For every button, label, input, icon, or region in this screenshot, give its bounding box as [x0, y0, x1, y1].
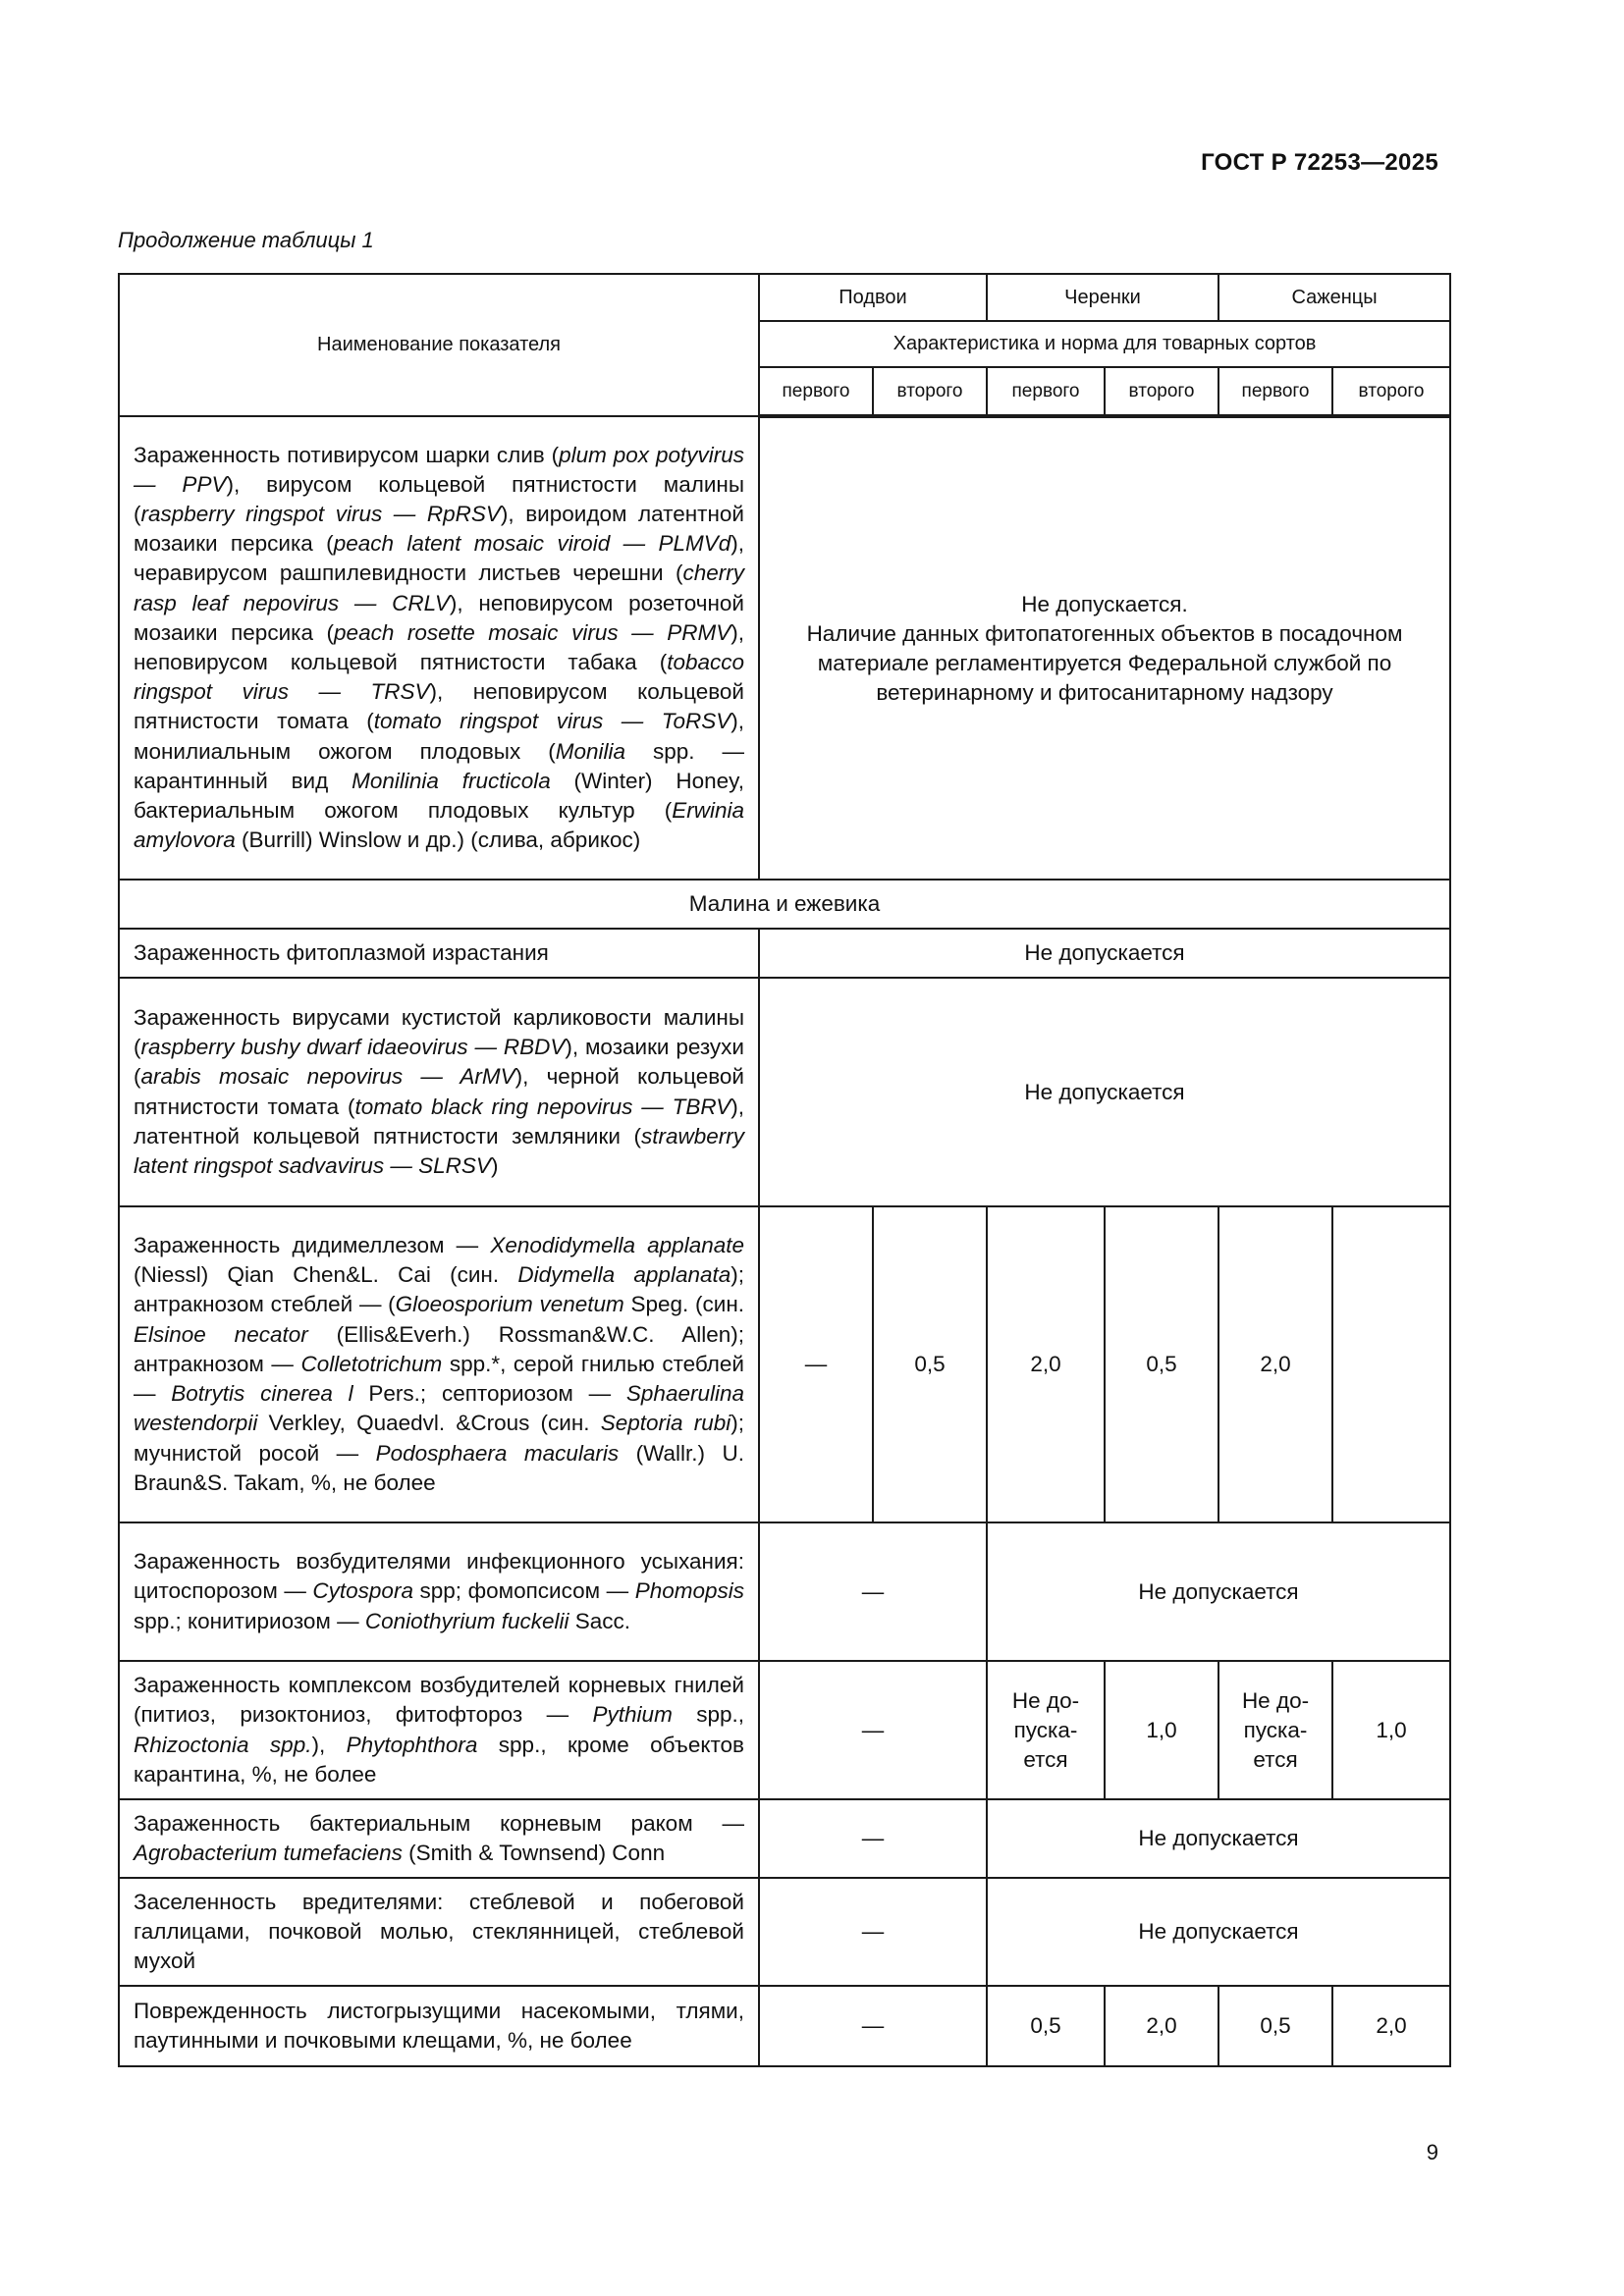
table-row: [119, 978, 1450, 1206]
table-caption: Продолжение таблицы 1: [118, 228, 374, 252]
latin-name: Cytospora: [312, 1578, 413, 1604]
latin-name: Monilinia fructicola: [352, 768, 551, 793]
latin-name: Gloeosporium venetum: [395, 1292, 624, 1317]
value-cell: 0,5: [1105, 1206, 1218, 1522]
norm-value: Не допускается: [759, 978, 1450, 1206]
latin-name: Xenodidymella applanate: [490, 1233, 745, 1258]
value-cell: Не до- пуска- ется: [1218, 1661, 1332, 1799]
header-sort: первого: [987, 367, 1105, 416]
table-row: [119, 1878, 1450, 1986]
latin-name: Agrobacterium tumefaciens: [134, 1841, 403, 1865]
value-cell: —: [759, 1206, 873, 1522]
indicator-name: Зараженность фитоплазмой израстания: [119, 929, 759, 978]
value-cell: 0,5: [873, 1206, 987, 1522]
latin-name: Monilia: [555, 738, 625, 764]
rootstock-value: —: [759, 1522, 987, 1661]
header-sort: первого: [1218, 367, 1332, 416]
value-cell: [1332, 1206, 1450, 1522]
indicator-name: Зараженность бактериальным корневым раком — Agrobacterium tumefaciens (Smith & Townsend) Conn: [119, 1799, 759, 1878]
header-sort: первого: [759, 367, 873, 416]
latin-name: Colletotrichum: [300, 1351, 443, 1376]
latin-name: Phytophthora: [346, 1732, 478, 1757]
latin-name: tobacco ringspot virus — TRSV: [134, 650, 744, 705]
latin-name: tomato ringspot virus — ToRSV: [373, 709, 731, 734]
section-row: [119, 880, 1450, 929]
norm-value: [759, 416, 1450, 880]
norm-value: Не допускается: [987, 1878, 1450, 1986]
value-cell: 2,0: [1105, 1986, 1218, 2066]
requirements-table: [118, 273, 1451, 2067]
header-indicator-name: Наименование показателя: [119, 274, 759, 416]
table-row: [119, 1986, 1450, 2066]
latin-name: Coniothyrium fuckelii: [364, 1608, 569, 1633]
indicator-name: Зараженность комплексом возбудителей корневых гнилей (питиоз, ризоктониоз, фитофтороз — Pythium spp., Rhizoctonia spp.), Phytophthora spp., кроме объектов карантина, %, не более: [119, 1661, 759, 1799]
value-cell: 1,0: [1332, 1661, 1450, 1799]
latin-name: Erwinia amylovora: [134, 798, 744, 853]
value-cell: 2,0: [1332, 1986, 1450, 2066]
value-cell: 2,0: [1218, 1206, 1332, 1522]
latin-name: arabis mosaic nepovirus — ArMV: [140, 1064, 515, 1090]
table-row: [119, 1522, 1450, 1661]
latin-name: Didymella applanata: [517, 1262, 731, 1288]
latin-name: raspberry bushy dwarf idaeovirus — RBDV: [140, 1035, 566, 1060]
latin-name: cherry rasp leaf nepovirus — CRLV: [134, 561, 744, 615]
latin-name: peach latent mosaic viroid — PLMVd: [333, 531, 731, 557]
indicator-name: Зараженность потивирусом шарки слив (plum pox potyvirus — PPV), вирусом кольцевой пятнистости малины (raspberry ringspot virus — RpRSV), вироидом латентной мозаики персика (peach latent mosaic viroid — PLMVd), черавирусом рашпилевидности листьев черешни (cherry rasp leaf nepovirus — CRLV), неповирусом розеточной мозаики персика (peach rosette mosaic virus — PRMV), неповирусом кольцевой пятнистости табака (tobacco ringspot virus — TRSV), неповирусом кольцевой пятнистости томата (tomato ringspot virus — ToRSV), монилиальным ожогом плодовых (Monilia spp. — карантинный вид Monilinia fructicola (Winter) Honey, бактериальным ожогом плодовых культур (Erwinia amylovora (Burrill) Winslow и др.) (слива, абрикос): [119, 416, 759, 880]
rootstock-value: —: [759, 1986, 987, 2066]
indicator-name: Поврежденность листогрызущими насекомыми, тлями, паутинными и почковыми клещами, %, не более: [119, 1986, 759, 2066]
table-row: [119, 1206, 1450, 1522]
header-sort: второго: [1332, 367, 1450, 416]
rootstock-value: —: [759, 1661, 987, 1799]
table-row: [119, 1661, 1450, 1799]
latin-name: raspberry ringspot virus — RpRSV: [140, 501, 501, 526]
latin-name: Pythium: [592, 1702, 673, 1728]
value-cell: Не до- пуска- ется: [987, 1661, 1105, 1799]
latin-name: tomato black ring nepovirus — TBRV: [354, 1094, 731, 1119]
indicator-name: Зараженность возбудителями инфекционного усыхания: цитоспорозом — Cytospora spp; фомопсисом — Phomopsis spp.; конитириозом — Coniothyrium fuckelii Sacc.: [119, 1522, 759, 1661]
value-cell: 0,5: [1218, 1986, 1332, 2066]
latin-name: Rhizoctonia spp.: [134, 1732, 312, 1757]
latin-name: Podosphaera macularis: [375, 1440, 620, 1466]
latin-name: Botrytis cinerea l: [171, 1381, 353, 1407]
table-row: [119, 929, 1450, 978]
indicator-name: Зараженность дидимеллезом — Xenodidymella applanate (Niessl) Qian Chen&L. Cai (син. Didymella applanata); антракнозом стеблей — (Gloeosporium venetum Speg. (син. Elsinoe necator (Ellis&Everh.) Rossman&W.C. Allen); антракнозом — Colletotrichum spp.*, серой гнилью стеблей — Botrytis cinerea l Pers.; септориозом — Sphaerulina westendorpii Verkley, Quaedvl. &Crous (син. Septoria rubi); мучнистой росой — Podosphaera macularis (Wallr.) U. Braun&S. Takam, %, не более: [119, 1206, 759, 1522]
page-number: 9: [1426, 2140, 1438, 2164]
norm-value: Не допускается: [987, 1522, 1450, 1661]
section-title: Малина и ежевика: [119, 880, 1450, 929]
rootstock-value: —: [759, 1799, 987, 1878]
value-cell: 1,0: [1105, 1661, 1218, 1799]
norm-value: Не допускается: [987, 1799, 1450, 1878]
norm-text: Не допускается. Наличие данных фитопатогенных объектов в посадочном материале регламентируется Федеральной службой по ветеринарному и фитосанитарному надзору: [806, 591, 1403, 705]
header-group-rootstocks: Подвои: [759, 274, 987, 321]
latin-name: peach rosette mosaic virus — PRMV: [334, 619, 731, 645]
value-cell: 0,5: [987, 1986, 1105, 2066]
table-row: [119, 416, 1450, 880]
header-sort: второго: [1105, 367, 1218, 416]
norm-value: Не допускается: [759, 929, 1450, 978]
latin-name: plum pox potyvirus — PPV: [134, 442, 744, 497]
indicator-name: Зараженность вирусами кустистой карликовости малины (raspberry bushy dwarf idaeovirus — RBDV), мозаики резухи (arabis mosaic nepovirus — ArMV), черной кольцевой пятнистости томата (tomato black ring nepovirus — TBRV), латентной кольцевой пятнистости земляники (strawberry latent ringspot sadvavirus — SLRSV): [119, 978, 759, 1206]
header-group-seedlings: Саженцы: [1218, 274, 1450, 321]
document-code: ГОСТ Р 72253—2025: [1201, 149, 1438, 176]
header-group-cuttings: Черенки: [987, 274, 1218, 321]
table-row: [119, 1799, 1450, 1878]
header-row-groups: [119, 274, 1450, 321]
latin-name: Phomopsis: [634, 1578, 745, 1604]
header-characteristic: Характеристика и норма для товарных сортов: [759, 321, 1450, 367]
header-sort: второго: [873, 367, 987, 416]
value-cell: 2,0: [987, 1206, 1105, 1522]
indicator-name: Заселенность вредителями: стеблевой и побеговой галлицами, почковой молью, стеклянницей, стеблевой мухой: [119, 1878, 759, 1986]
rootstock-value: —: [759, 1878, 987, 1986]
latin-name: Elsinoe necator: [134, 1321, 308, 1347]
latin-name: strawberry latent ringspot sadvavirus — SLRSV: [134, 1123, 744, 1178]
latin-name: Septoria rubi: [600, 1411, 731, 1436]
latin-name: Sphaerulina westendorpii: [134, 1381, 744, 1436]
